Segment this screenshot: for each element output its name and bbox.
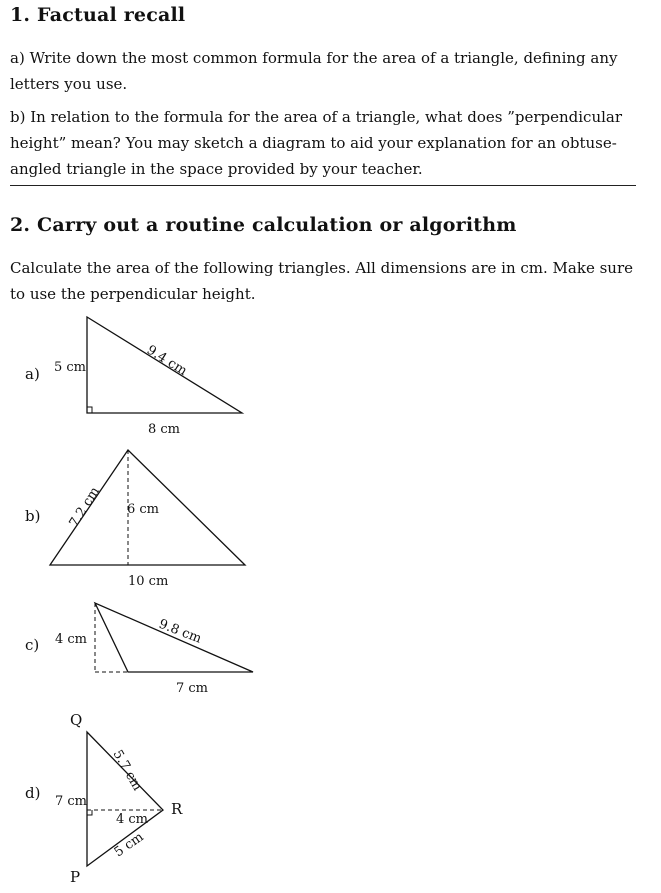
triangle-b-height-label: 6 cm — [127, 502, 160, 517]
triangle-d-qp-label: 7 cm — [55, 794, 88, 809]
vertex-r-label: R — [171, 800, 183, 818]
triangle-a-base-label: 8 cm — [148, 422, 181, 437]
triangle-b-side-label: 7.2 cm — [66, 484, 103, 531]
triangle-b-label: b) — [25, 507, 41, 525]
triangle-d-label: d) — [25, 784, 41, 802]
triangle-b-base-label: 10 cm — [128, 574, 169, 589]
triangle-a — [25, 317, 242, 437]
triangle-c-label: c) — [25, 636, 40, 654]
triangle-c-shape — [95, 603, 253, 672]
triangle-d-right-angle — [87, 810, 92, 815]
triangle-c-side-label: 9.8 cm — [156, 616, 204, 647]
triangle-a-hypotenuse-label: 9.4 cm — [143, 342, 190, 379]
triangle-c-height-label: 4 cm — [55, 632, 88, 647]
question-1b: b) In relation to the formula for the area of a triangle, what does ”perpendicular height” mean? You may sketch a diagram to aid your explanation for an obtuse-angled triangle in the space provided by your teacher. — [10, 108, 623, 178]
triangle-d-qr-label: 5.7 cm — [109, 747, 145, 794]
triangle-d — [25, 711, 183, 886]
section2-instructions: Calculate the area of the following triangles. All dimensions are in cm. Make sure to use the perpendicular height. — [10, 259, 633, 303]
triangle-b — [25, 450, 245, 589]
vertex-q-label: Q — [70, 711, 83, 729]
triangle-d-pr-label: 5 cm — [111, 829, 147, 861]
vertex-p-label: P — [70, 868, 81, 886]
triangle-a-right-angle — [87, 407, 92, 413]
section1-heading: 1. Factual recall — [10, 4, 186, 26]
triangle-c — [25, 603, 253, 696]
section2-heading: 2. Carry out a routine calculation or algorithm — [10, 214, 517, 236]
triangle-a-height-label: 5 cm — [54, 360, 87, 375]
triangle-c-base-label: 7 cm — [176, 681, 209, 696]
question-1a: a) Write down the most common formula for the area of a triangle, defining any letters you use. — [10, 49, 618, 93]
triangle-a-label: a) — [25, 365, 40, 383]
triangle-d-height-label: 4 cm — [116, 812, 149, 827]
